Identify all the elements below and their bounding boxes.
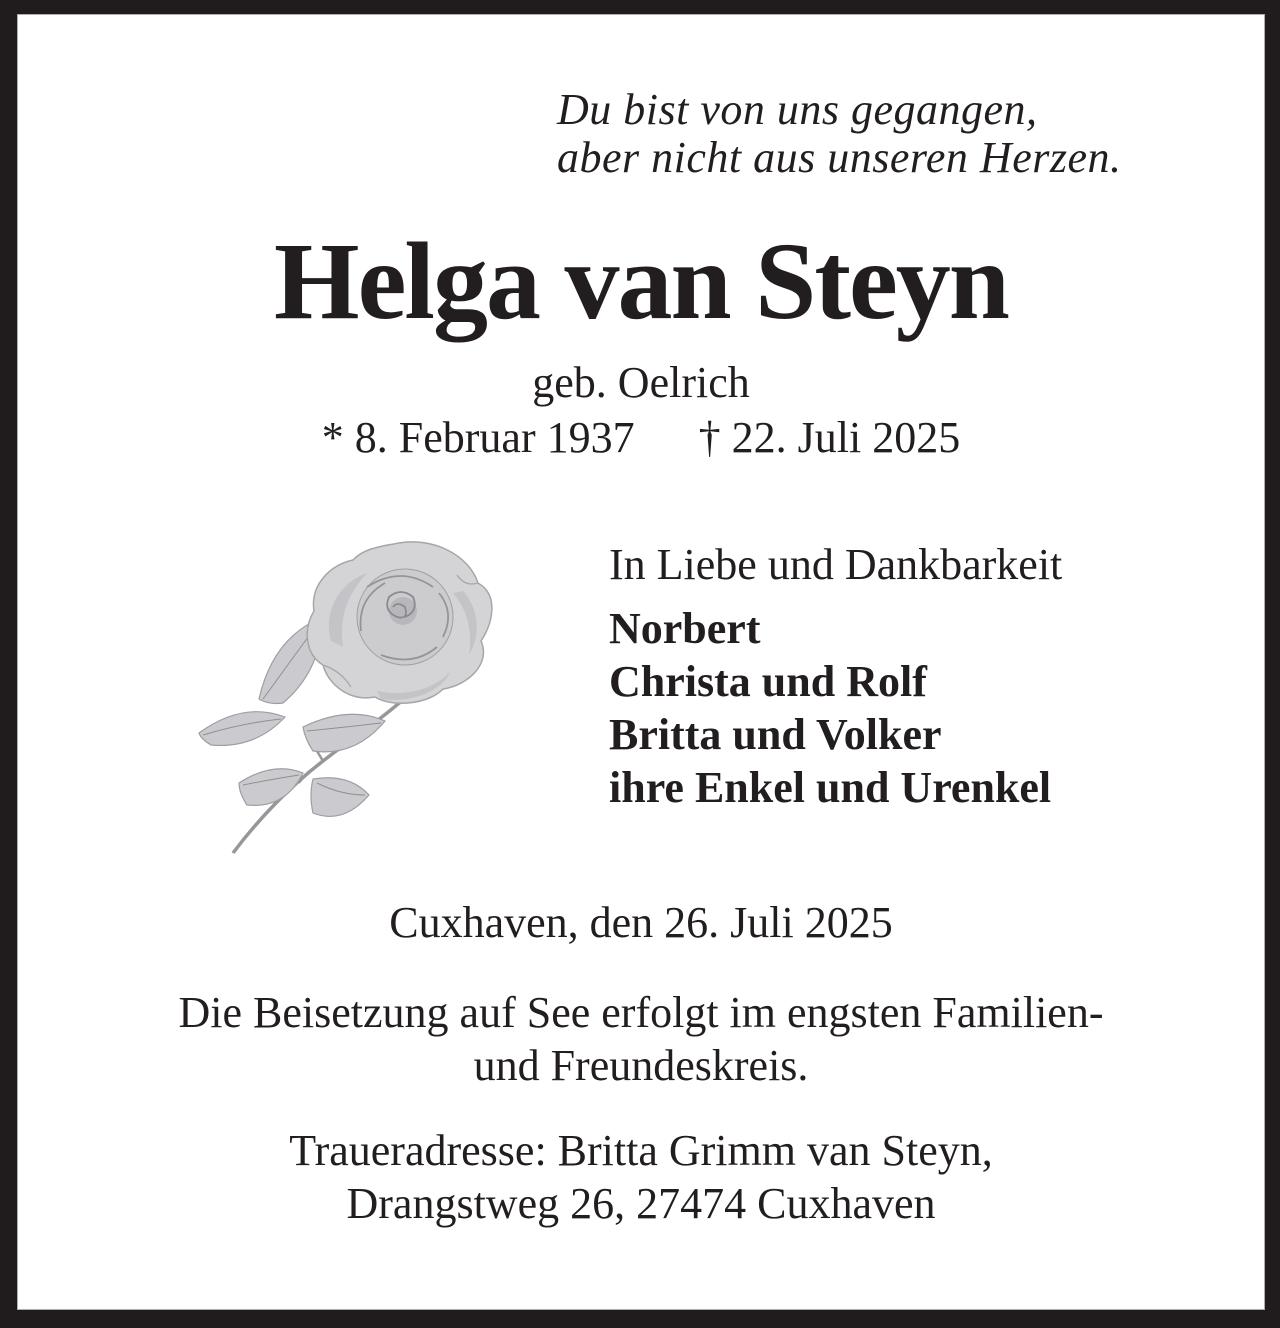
death-date: † 22. Juli 2025 bbox=[698, 413, 961, 462]
epigraph bbox=[557, 86, 1122, 182]
epigraph-line-1: Du bist von uns gegangen, bbox=[557, 85, 1038, 134]
deceased-name: Helga van Steyn bbox=[274, 220, 1008, 342]
burial-line-1: Die Beisetzung auf See erfolgt im engsten Familien- bbox=[178, 988, 1104, 1037]
tribute-block bbox=[609, 538, 1062, 814]
life-dates bbox=[18, 411, 1264, 464]
address-line-1: Traueradresse: Britta Grimm van Steyn, bbox=[289, 1126, 993, 1175]
rose-illustration bbox=[181, 521, 551, 861]
mourner: ihre Enkel und Urenkel bbox=[609, 763, 1052, 812]
mourners-list bbox=[609, 602, 1062, 814]
birth-date: * 8. Februar 1937 bbox=[321, 413, 635, 462]
burial-note bbox=[18, 986, 1264, 1092]
mourning-address bbox=[18, 1124, 1264, 1230]
mourner: Norbert bbox=[609, 604, 761, 653]
address-line-2: Drangstweg 26, 27474 Cuxhaven bbox=[346, 1179, 936, 1228]
mourner: Christa und Rolf bbox=[609, 657, 927, 706]
obituary-card bbox=[17, 14, 1265, 1310]
place-and-date: Cuxhaven, den 26. Juli 2025 bbox=[389, 898, 893, 947]
maiden-name: geb. Oelrich bbox=[532, 358, 750, 407]
epigraph-line-2: aber nicht aus unseren Herzen. bbox=[557, 133, 1122, 182]
tribute-intro: In Liebe und Dankbarkeit bbox=[609, 540, 1063, 589]
burial-line-2: und Freundeskreis. bbox=[473, 1041, 809, 1090]
mourner: Britta und Volker bbox=[609, 710, 942, 759]
